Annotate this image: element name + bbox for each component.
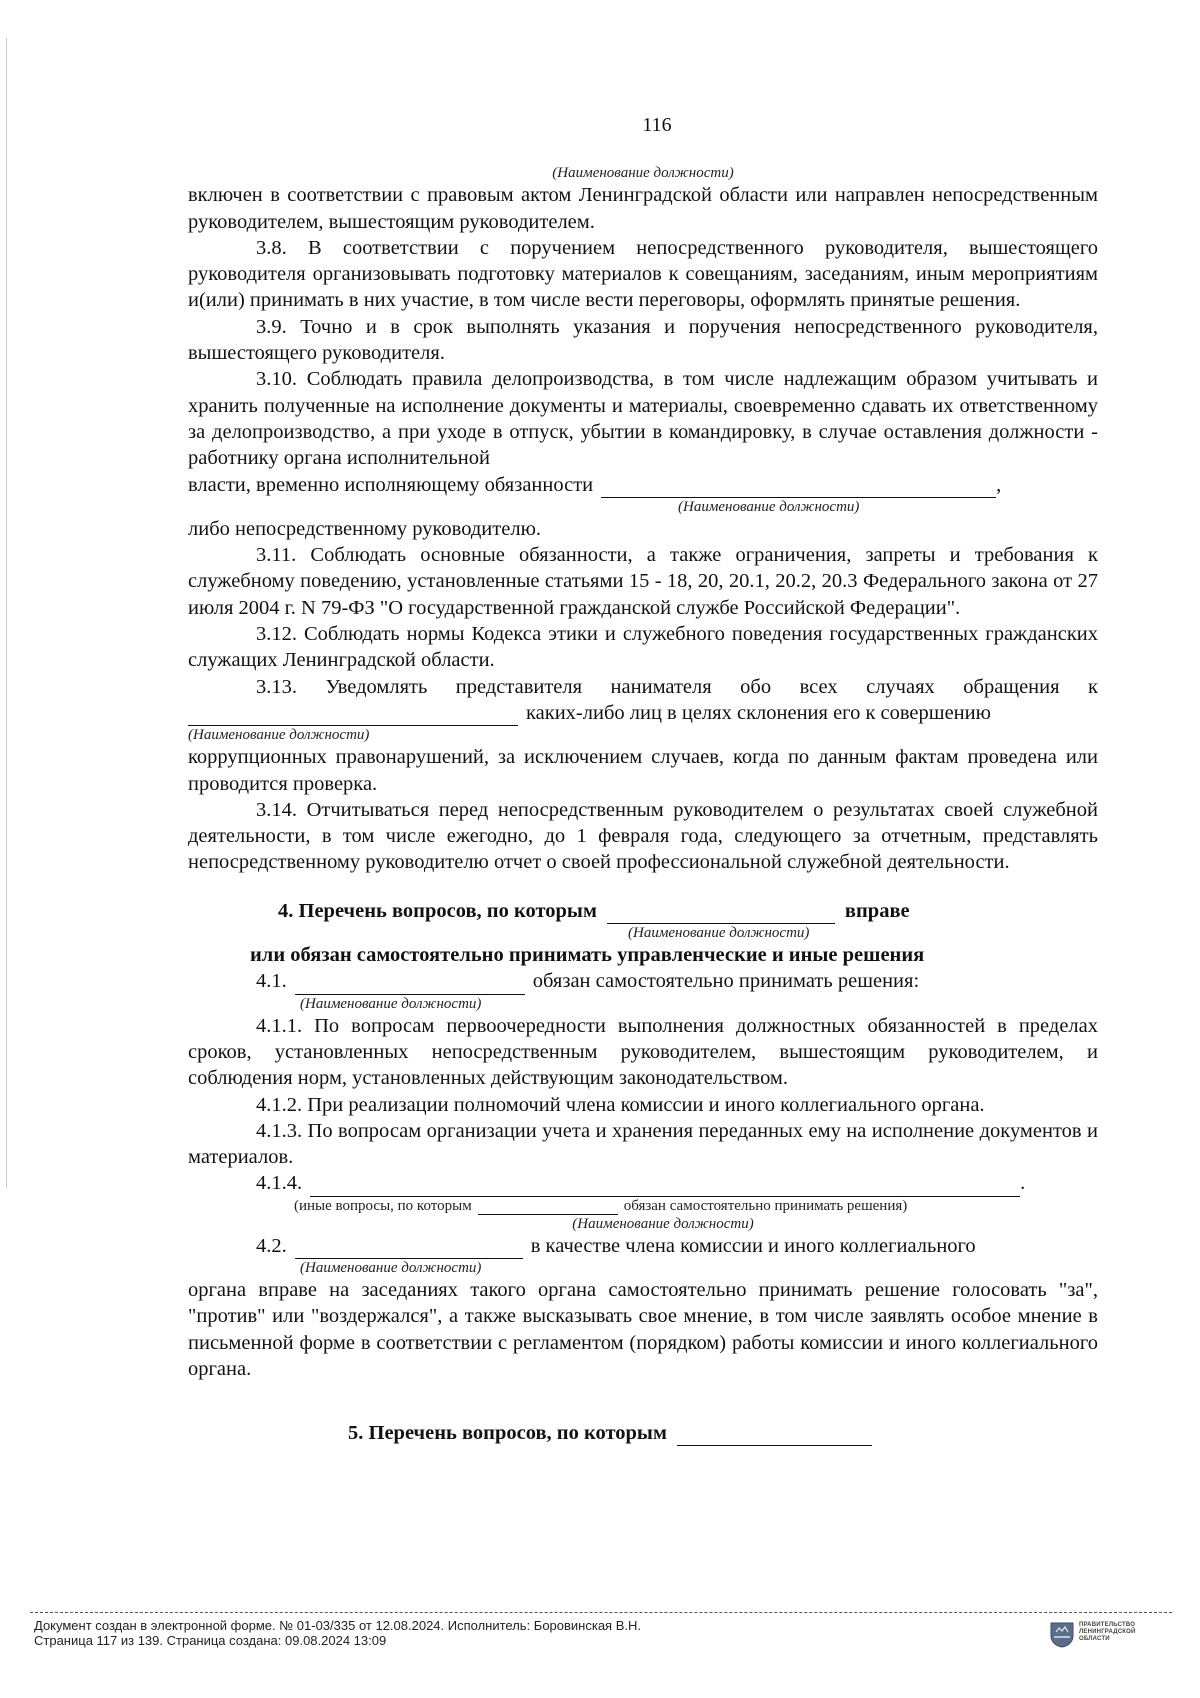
position-caption: (Наименование должности) (678, 498, 860, 515)
paragraph-3-13: 3.13. Уведомлять представителя нанимателя обо всех случаях обращения к (256, 675, 1098, 698)
section-4-title-end: вправе (844, 899, 910, 922)
section-4-title: 4. Перечень вопросов, по которым (278, 899, 597, 922)
paragraph-4-2-text: в качестве члена комиссии и иного коллегиального (530, 1234, 976, 1257)
document-page (188, 112, 1098, 1446)
section-4-subheading: или обязан самостоятельно принимать управленческие и иные решения (250, 944, 925, 967)
paragraph-4-2-num: 4.2. (256, 1234, 287, 1257)
position-blank (601, 477, 996, 498)
caption-text: обязан самостоятельно принимать решения) (623, 1197, 908, 1214)
paragraph-3-14: 3.14. Отчитываться перед непосредственным руководителем о результатах своей служебной деятельности, в том числе ежегодно, до 1 февраля года, следующего за отчетным, представлять непосредственному руководителю отчет о своей профессиональной служебной деятельности. (188, 798, 1098, 874)
paragraph-4-1-2: 4.1.2. При реализации полномочий члена комиссии и иного коллегиального органа. (256, 1093, 985, 1116)
paragraph-3-9: 3.9. Точно и в срок выполнять указания и поручения непосредственного руководителя, вышестоящего руководителя. (188, 315, 1098, 365)
logo-line: ПРАВИТЕЛЬСТВО (1079, 1622, 1136, 1628)
paragraph-continuation: включен в соответствии с правовым актом Ленинградской области или направлен непосредственным руководителем, вышестоящим руководителем. (188, 184, 1098, 233)
paragraph-3-12: 3.12. Соблюдать нормы Кодекса этики и служебного поведения государственных гражданских служащих Ленинградской области. (188, 623, 1098, 672)
paragraph-3-13-fill-line (188, 700, 1098, 726)
paragraph-4-1-4-num: 4.1.4. (256, 1172, 303, 1195)
position-blank (295, 1238, 523, 1259)
paragraph-3-10: 3.10. Соблюдать правила делопроизводства, в том числе надлежащим образом учитывать и хранить полученные на исполнение документы и материалы, своевременно сдавать их ответственному за делопроизводство, а при уходе в отпуск, убытии в командировку, в случае оставления должности - работнику органа исполнительной (188, 368, 1098, 470)
caption-text: (иные вопросы, по которым (294, 1197, 472, 1214)
position-blank (607, 903, 835, 924)
paragraph-4-1-1: 4.1.1. По вопросам первоочередности выполнения должностных обязанностей в пределах сроков, установленных непосредственным руководителем, вышестоящим руководителем, и соблюдения норм, установленных действующим законодательством. (188, 1014, 1098, 1090)
position-blank (478, 1200, 618, 1215)
paragraph-4-1-3: 4.1.3. По вопросам организации учета и хранения переданных ему на исполнение документов и материалов. (188, 1119, 1098, 1169)
footer-divider (30, 1612, 1172, 1613)
section-5-title: 5. Перечень вопросов, по которым (348, 1422, 667, 1445)
logo-text (1079, 1622, 1135, 1643)
government-logo (1050, 1622, 1135, 1648)
position-caption: (Наименование должности) (300, 1259, 482, 1276)
other-questions-caption (188, 1197, 1098, 1215)
paragraph-4-1-num: 4.1. (256, 970, 287, 993)
paragraph-3-11: 3.11. Соблюдать основные обязанности, а также ограничения, запреты и требования к служебному поведению, установленные статьями 15 - 18, 20, 20.1, 20.2, 20.3 Федерального закона от 27 июля 2004 г. N 79-ФЗ "О государственной гражданской службе Российской Федерации". (188, 544, 1098, 619)
paragraph-4-1 (188, 968, 1098, 994)
position-blank (188, 705, 518, 726)
paragraph-3-10-end: либо непосредственному руководителю. (188, 517, 542, 540)
page-number: 116 (642, 114, 672, 136)
position-blank (677, 1425, 872, 1446)
position-caption: (Наименование должности) (572, 1215, 754, 1232)
paragraph-4-1-4 (188, 1170, 1098, 1196)
position-caption: (Наименование должности) (552, 165, 734, 182)
paragraph-4-2 (188, 1233, 1098, 1259)
section-5-heading (188, 1420, 1098, 1446)
footer-doc-info: Документ создан в электронной форме. № 01-03/335 от 12.08.2024. Исполнитель: Боровинская В.Н. (34, 1618, 641, 1633)
paragraph-3-8: 3.8. В соответствии с поручением непосредственного руководителя, вышестоящего руководителя организовывать подготовку материалов к совещаниям, заседаниям, иным мероприятиям и(или) принимать в них участие, в том числе вести переговоры, оформлять принятые решения. (188, 236, 1098, 312)
document-footer (34, 1618, 641, 1648)
paragraph-4-1-text: обязан самостоятельно принимать решения: (532, 970, 920, 993)
position-caption: (Наименование должности) (300, 995, 482, 1012)
other-questions-blank (310, 1176, 1020, 1197)
coat-of-arms-icon (1050, 1622, 1074, 1648)
logo-line: ОБЛАСТИ (1079, 1636, 1110, 1642)
paragraph-3-13-text: каких-либо лиц в целях склонения его к совершению (526, 701, 991, 724)
paragraph-3-13-end: коррупционных правонарушений, за исключением случаев, когда по данным фактам проведена или проводится проверка. (188, 746, 1098, 795)
period: . (1020, 1172, 1026, 1195)
paragraph-3-10-text: власти, временно исполняющему обязанности (188, 473, 594, 496)
position-caption: (Наименование должности) (628, 925, 810, 942)
position-blank (295, 974, 525, 995)
paragraph-4-2-end: органа вправе на заседаниях такого органа самостоятельно принимать решение голосовать "за", "против" или "воздержался", а также высказывать свое мнение, в том числе заявлять особое мнение в письменной форме в соответствии с регламентом (порядком) работы комиссии и иного коллегиального органа. (188, 1278, 1098, 1380)
logo-line: ЛЕНИНГРАДСКОЙ (1079, 1629, 1136, 1635)
paragraph-3-10-fill-line: власти, временно исполняющему обязанности , (188, 472, 1098, 498)
section-4-heading (188, 898, 1098, 924)
footer-page-info: Страница 117 из 139. Страница создана: 09.08.2024 13:09 (34, 1633, 387, 1648)
position-caption: (Наименование должности) (188, 727, 370, 744)
scan-edge-mark (6, 38, 7, 1188)
